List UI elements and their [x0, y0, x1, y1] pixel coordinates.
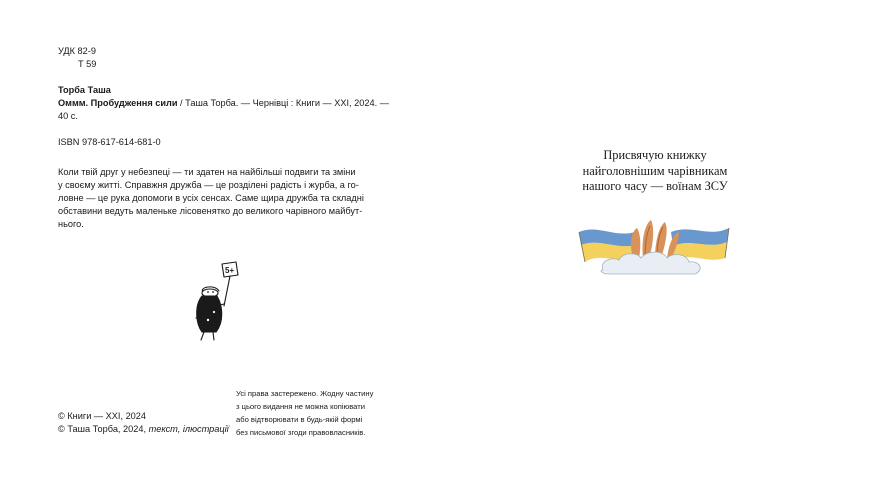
annotation-line: нього.: [58, 219, 84, 229]
copyright-author-plain: © Таша Торба, 2024,: [58, 424, 149, 434]
copyright-author-italic: текст, ілюстрації: [148, 424, 229, 434]
dedication-line: нашого часу — воїнам ЗСУ: [582, 179, 728, 193]
dedication-line: Присвячую книжку: [603, 148, 707, 162]
creature-with-sign-illustration: [188, 258, 248, 342]
isbn: ISBN 978-617-614-681-0: [58, 137, 161, 147]
annotation: [58, 166, 380, 231]
bunnies-with-flags-illustration: [575, 212, 735, 280]
annotation-line: Коли твій друг у небезпеці — ти здатен на найбільші подвиги та зміни: [58, 167, 356, 177]
rights-line: Усі права застережено. Жодну частину: [236, 389, 374, 398]
rights-line: без письмової згоди правовласників.: [236, 428, 366, 437]
book-title: Оммм. Пробудження сили: [58, 98, 178, 108]
rights-notice: [236, 387, 373, 439]
rights-line: з цього видання не можна копіювати: [236, 402, 365, 411]
dedication: [565, 148, 745, 195]
author-name: Торба Таша: [58, 85, 111, 95]
publication-info: / Таша Торба. — Чернівці : Книги — XXI, 2024. —: [177, 98, 389, 108]
copyright-author: [58, 423, 229, 436]
bibliographic-line: [58, 97, 389, 110]
age-sign-text: 5+: [225, 266, 235, 275]
rights-line: або відтворювати в будь-якій формі: [236, 415, 363, 424]
dedication-line: найголовнішим чарівникам: [582, 163, 728, 178]
annotation-line: у своєму житті. Справжня дружба — це розділені радість і журба, а го-: [58, 180, 359, 190]
annotation-line: ловне — це рука допомоги в усіх сенсах. Саме щира дружба та складні: [58, 193, 364, 203]
annotation-line: обставини ведуть маленьке лісовенятко до великого чарівного майбут-: [58, 206, 363, 216]
copyright-publisher: © Книги — XXI, 2024: [58, 411, 147, 421]
right-page: [435, 0, 870, 486]
author-mark: Т 59: [78, 59, 97, 69]
page-count: 40 с.: [58, 111, 78, 121]
udk-code: УДК 82-9: [58, 46, 96, 56]
